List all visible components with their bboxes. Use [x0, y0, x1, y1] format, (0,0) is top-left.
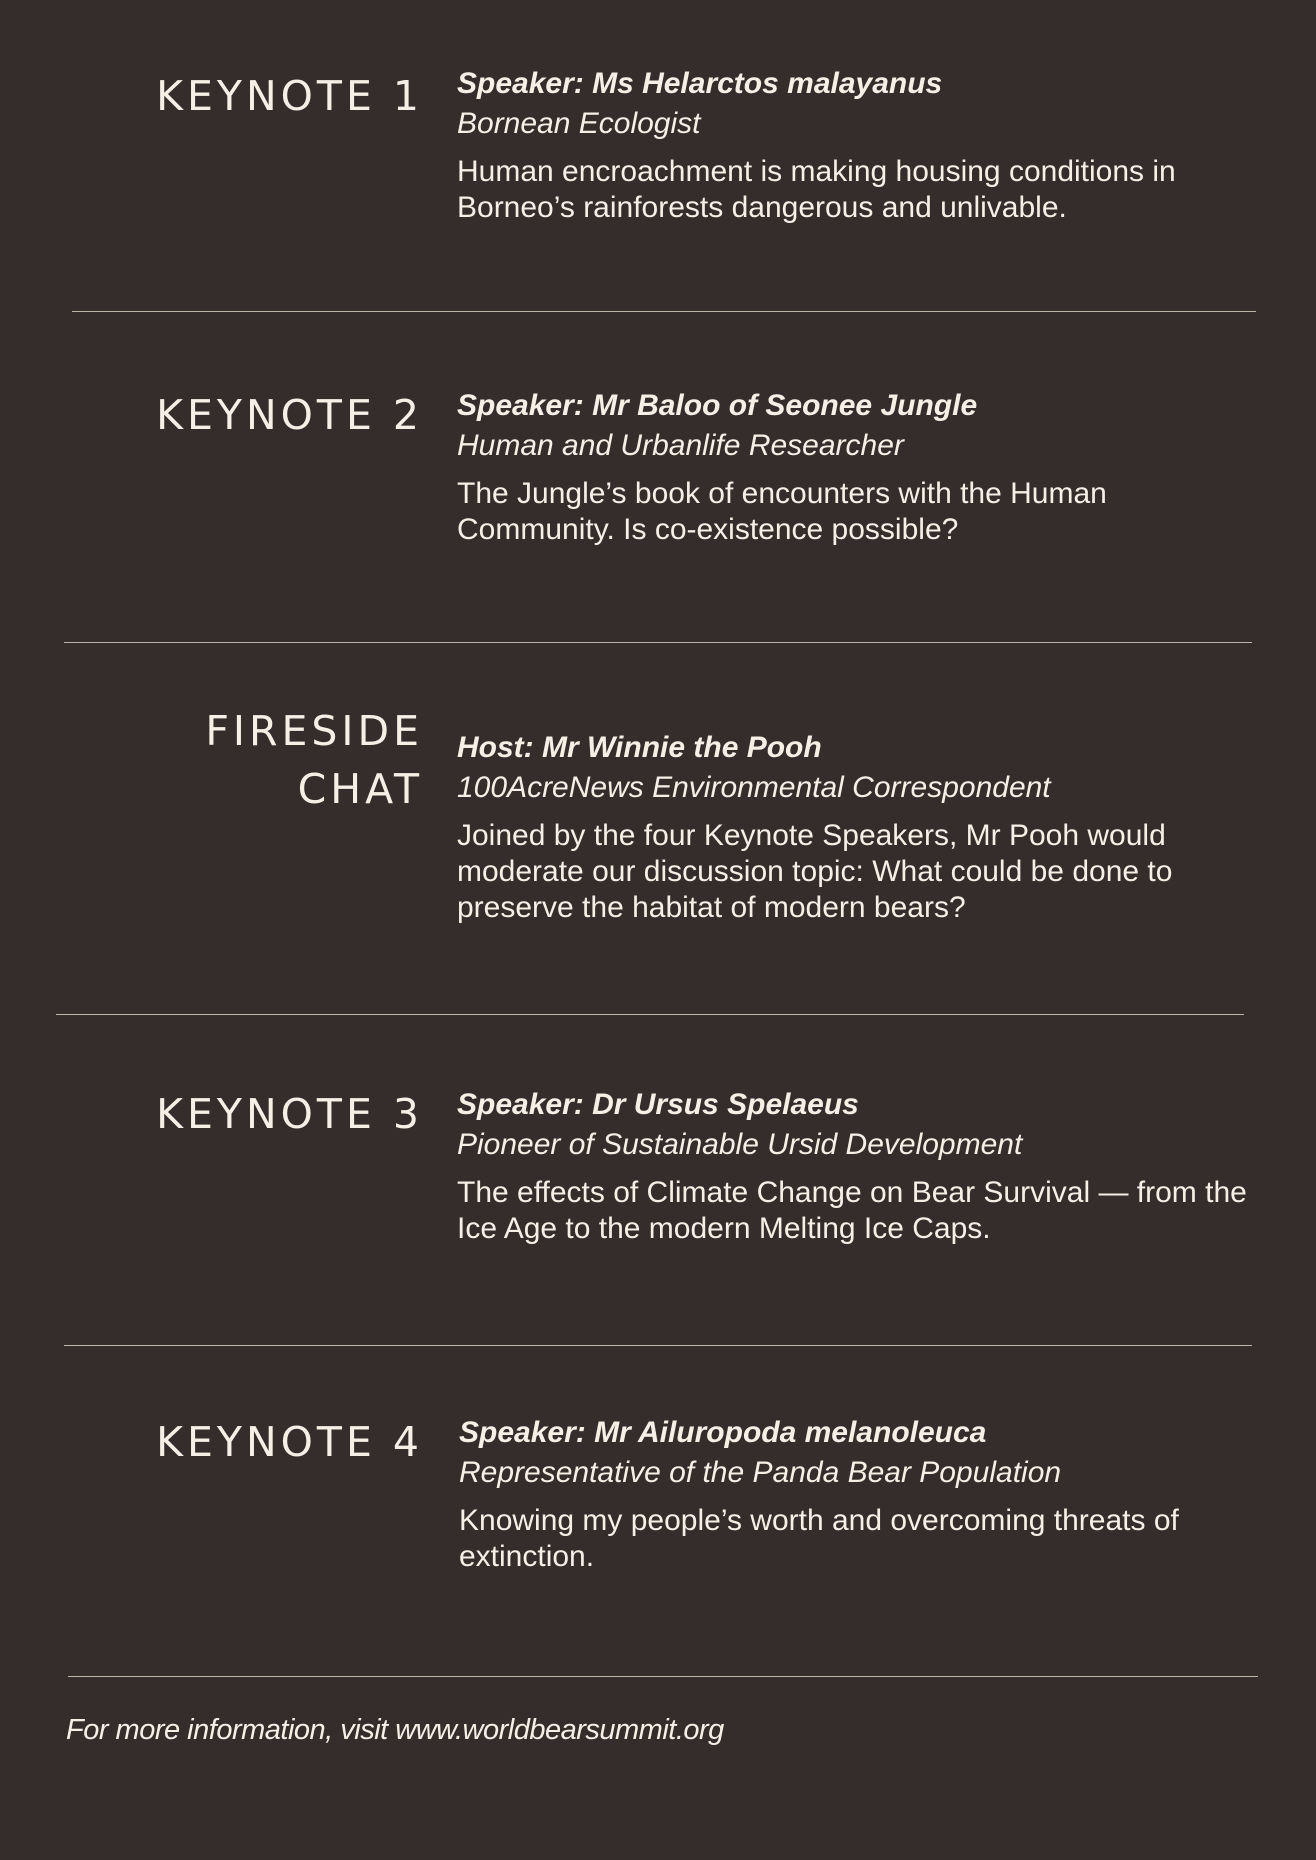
session-label: [156, 1085, 423, 1143]
session-label: [205, 702, 423, 818]
session-content: [457, 64, 1257, 226]
section-divider: [72, 311, 1256, 312]
host-name: Host: Mr Winnie the Pooh: [457, 731, 822, 764]
session-content: [457, 1085, 1257, 1247]
session-description: Joined by the four Keynote Speakers, Mr Pooh would moderate our discussion topic: What could be done to preserve the habitat of modern bears?: [457, 819, 1173, 924]
speaker-name: Speaker: Dr Ursus Spelaeus: [457, 1088, 859, 1121]
speaker-role: Pioneer of Sustainable Ursid Development: [457, 1128, 1023, 1161]
section-divider: [64, 1345, 1252, 1346]
session-content: [459, 1413, 1259, 1575]
session-label: [156, 67, 423, 125]
session-content: [457, 386, 1257, 548]
session-label-line: CHAT: [297, 765, 423, 813]
session-description: The Jungle’s book of encounters with the Human Community. Is co-existence possible?: [457, 477, 1107, 546]
session-description: Knowing my people’s worth and overcoming threats of extinction.: [459, 1504, 1179, 1573]
section-divider: [56, 1014, 1244, 1015]
session-label-line: FIRESIDE: [205, 707, 423, 755]
session-description: Human encroachment is making housing conditions in Borneo’s rainforests dangerous and unlivable.: [457, 155, 1176, 224]
session-content: [457, 728, 1257, 926]
host-role: 100AcreNews Environmental Correspondent: [457, 771, 1051, 804]
session-label: [156, 386, 423, 444]
session-label-line: KEYNOTE 4: [156, 1418, 423, 1466]
speaker-role: Representative of the Panda Bear Population: [459, 1456, 1062, 1489]
session-label-line: KEYNOTE 1: [156, 72, 423, 120]
footer-info: For more information, visit www.worldbearsummit.org: [66, 1714, 724, 1746]
session-label: [156, 1413, 423, 1471]
speaker-name: Speaker: Ms Helarctos malayanus: [457, 67, 943, 100]
section-divider: [64, 642, 1252, 643]
speaker-name: Speaker: Mr Ailuropoda melanoleuca: [459, 1416, 987, 1449]
speaker-role: Bornean Ecologist: [457, 107, 701, 140]
session-description: The effects of Climate Change on Bear Survival — from the Ice Age to the modern Melting Ice Caps.: [457, 1176, 1247, 1245]
speaker-name: Speaker: Mr Baloo of Seonee Jungle: [457, 389, 978, 422]
speaker-role: Human and Urbanlife Researcher: [457, 429, 904, 462]
section-divider: [68, 1676, 1258, 1677]
session-label-line: KEYNOTE 2: [156, 391, 423, 439]
session-label-line: KEYNOTE 3: [156, 1090, 423, 1138]
